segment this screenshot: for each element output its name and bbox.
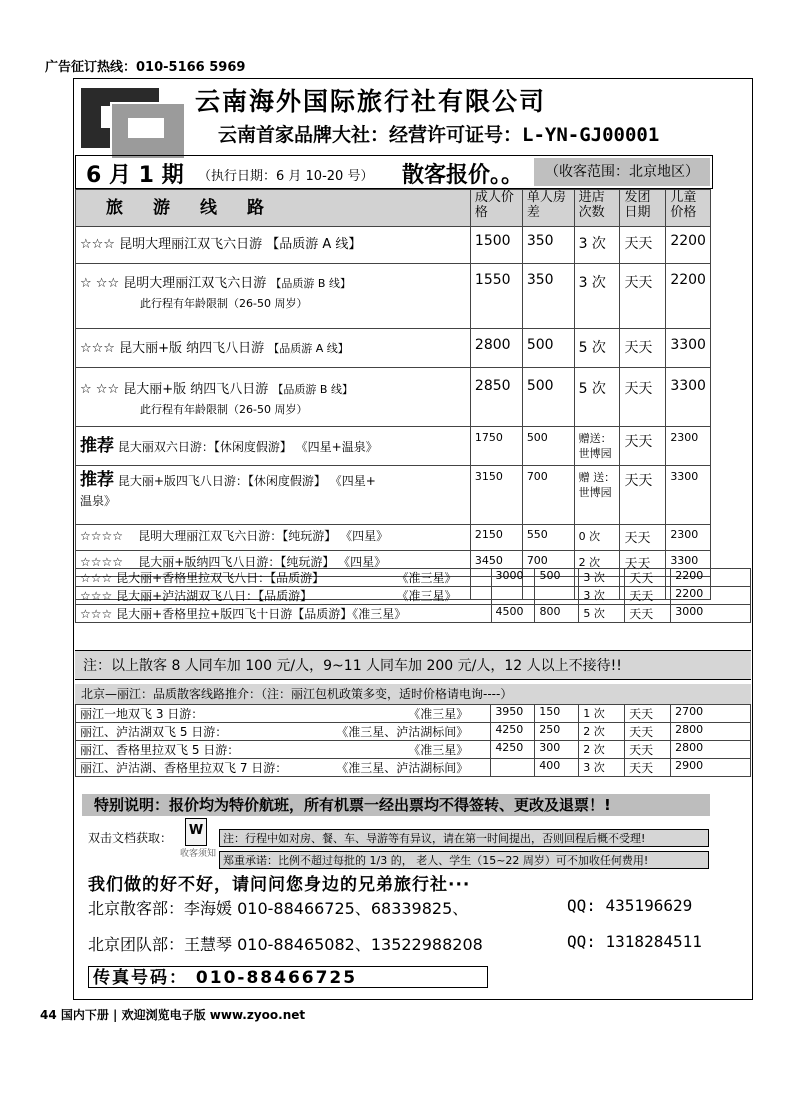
adult-price (491, 587, 535, 605)
star-rating: ☆ ☆☆ (80, 276, 120, 291)
route-tag: 【品质游 B 线】 (270, 277, 351, 290)
depart-date: 天天 (620, 525, 666, 551)
adult-price: 4250 (491, 723, 535, 741)
adult-price: 3150 (470, 466, 522, 525)
table-row (76, 705, 751, 723)
depart-date: 天天 (625, 587, 671, 605)
shop-count: 3 次 (574, 227, 620, 264)
table-row (76, 605, 751, 623)
route-cell (76, 759, 491, 777)
star-rating: ☆☆☆☆ (80, 529, 124, 543)
single-supplement (535, 587, 579, 605)
route-cell (76, 569, 492, 587)
single-supplement: 700 (522, 466, 574, 525)
route-tag: 【品质游 A 线】 (266, 237, 362, 252)
child-price: 3300 (666, 329, 711, 368)
route-cell (76, 705, 491, 723)
table-row (76, 587, 751, 605)
route-cell (76, 605, 492, 623)
hotel-level: 《准三星、泸沽湖标间》 (336, 761, 469, 775)
shop-count: 5 次 (574, 329, 620, 368)
issue-dates: （执行日期：6 月 10-20 号） (198, 169, 374, 184)
star-rating: ☆☆☆ (80, 237, 115, 252)
depart-date: 天天 (620, 427, 666, 466)
star-rating: ☆☆☆ (80, 571, 113, 585)
header-single: 单人房差 (522, 190, 574, 227)
fax-number: 传真号码： 010-88466725 (88, 966, 488, 988)
adult-price: 2850 (470, 368, 522, 427)
adult-price: 4500 (491, 605, 535, 623)
single-supplement: 500 (535, 569, 579, 587)
route-note: 此行程有年龄限制（26-50 周岁） (140, 403, 308, 416)
child-price: 2800 (671, 723, 751, 741)
adult-price (491, 759, 535, 777)
child-price: 2200 (666, 227, 711, 264)
adult-price: 1500 (470, 227, 522, 264)
child-price: 3300 (666, 466, 711, 525)
table-row (76, 525, 711, 551)
table-row (76, 227, 711, 264)
group-size-note: 注：以上散客 8 人同车加 100 元/人，9~11 人同车加 200 元/人，12 人以上不接待!! (75, 650, 751, 680)
child-price: 2300 (666, 427, 711, 466)
shop-count: 5 次 (579, 605, 625, 623)
table-row (76, 759, 751, 777)
single-supplement: 400 (535, 759, 579, 777)
child-price: 2200 (671, 587, 751, 605)
route-name: 昆明大理丽江双飞六日游：【纯玩游】 《四星》 (138, 529, 389, 543)
recommend-label: 推荐 (80, 436, 114, 456)
adult-price: 3950 (491, 705, 535, 723)
route-name: 丽江、香格里拉双飞 5 日游： (80, 743, 240, 757)
route-cell (76, 427, 471, 466)
route-cell (76, 741, 491, 759)
child-price: 3300 (666, 368, 711, 427)
collection-scope: （收客范围：北京地区） (534, 158, 710, 186)
route-name: 昆明大理丽江双飞六日游 (119, 237, 263, 252)
shop-count: 3 次 (579, 759, 625, 777)
route-name: 昆大丽+版纳四飞八日游：【纯玩游】 《四星》 (138, 555, 387, 569)
shop-gift: 赠送：世博园 (574, 427, 620, 466)
special-notice: 特别说明：报价均为特价航班，所有机票一经出票均不得签转、更改及退票！! (82, 794, 710, 816)
route-name: 昆大丽双六日游：【休闲度假游】 《四星+温泉》 (117, 440, 378, 454)
shop-gift: 赠 送：世博园 (574, 466, 620, 525)
table-header-row (76, 190, 711, 227)
header-route: 旅游线路 (76, 190, 471, 227)
table-row-recommended (76, 466, 711, 525)
table-row (76, 569, 751, 587)
hotel-level: 《准三星》 (408, 743, 469, 757)
itinerary-objection-notice: 注：行程中如对房、餐、车、导游等有异议，请在第一时间提出，否则回程后概不受理! (219, 829, 709, 847)
license-code: L-YN-GJ00001 (522, 124, 660, 146)
child-price: 3000 (671, 605, 751, 623)
table-row (76, 368, 711, 427)
single-supplement: 700 (522, 551, 574, 577)
route-note: 此行程有年龄限制（26-50 周岁） (140, 297, 308, 310)
ad-hotline: 广告征订热线：010-5166 5969 (45, 60, 246, 75)
route-name: 昆大丽+版 纳四飞八日游 (123, 382, 269, 397)
star-rating: ☆☆☆ (80, 589, 113, 603)
depart-date: 天天 (620, 227, 666, 264)
price-table-lijiang (75, 704, 751, 777)
license-label: 云南首家品牌大社：经营许可证号： (218, 124, 523, 146)
single-supplement: 250 (535, 723, 579, 741)
star-rating: ☆☆☆ (80, 607, 113, 621)
table-row (76, 741, 751, 759)
price-table-shangrila (75, 568, 751, 623)
adult-price: 2800 (470, 329, 522, 368)
single-supplement: 500 (522, 329, 574, 368)
beijing-lijiang-heading: 北京—丽江：品质散客线路推介：（注：丽江包机政策多变，适时价格请电询----） (75, 684, 751, 704)
shop-count: 2 次 (579, 741, 625, 759)
header-child: 儿童价格 (666, 190, 711, 227)
shop-count: 1 次 (579, 705, 625, 723)
adult-price: 1750 (470, 427, 522, 466)
table-row (76, 264, 711, 329)
adult-price: 3450 (470, 551, 522, 577)
document-caption[interactable]: 收客须知 (180, 849, 217, 859)
adult-price: 4250 (491, 741, 535, 759)
child-price: 2200 (671, 569, 751, 587)
single-supplement: 500 (522, 368, 574, 427)
route-tag: 【品质游 A 线】 (268, 342, 349, 355)
depart-date: 天天 (625, 723, 671, 741)
depart-date: 天天 (620, 264, 666, 329)
issue-number: 6 月 1 期 (86, 163, 184, 188)
child-price: 2300 (666, 525, 711, 551)
route-name: 昆大丽+泸沽湖双飞八日：【品质游】 (116, 589, 313, 603)
single-supplement: 150 (535, 705, 579, 723)
contact-individual-qq: QQ: 435196629 (567, 896, 693, 915)
route-cell (76, 368, 471, 427)
word-document-icon[interactable]: W (185, 818, 207, 846)
shop-count: 0 次 (574, 525, 620, 551)
shop-count: 3 次 (574, 264, 620, 329)
child-price: 2700 (671, 705, 751, 723)
route-name: 昆大丽+香格里拉+版四飞十日游【品质游】 (116, 607, 353, 621)
table-row (76, 723, 751, 741)
get-document-label: 双击文档获取： (88, 831, 173, 845)
depart-date: 天天 (625, 569, 671, 587)
depart-date: 天天 (625, 759, 671, 777)
single-supplement: 350 (522, 227, 574, 264)
issue-main-title: 散客报价。。 (402, 163, 524, 188)
recommend-label: 推荐 (80, 470, 114, 490)
child-price: 3300 (666, 551, 711, 577)
header-adult: 成人价格 (470, 190, 522, 227)
depart-date: 天天 (620, 329, 666, 368)
table-row (76, 329, 711, 368)
route-cell (76, 264, 471, 329)
license-line (218, 120, 659, 147)
route-name: 昆大丽+版 纳四飞八日游 (119, 341, 265, 356)
depart-date: 天天 (625, 605, 671, 623)
depart-date: 天天 (625, 741, 671, 759)
route-tag: 【品质游 B 线】 (272, 383, 353, 396)
route-name: 昆大丽+版四飞八日游：【休闲度假游】 《四星+ (117, 474, 376, 488)
hotel-level: 《准三星、泸沽湖标间》 (336, 725, 469, 739)
shop-count: 3 次 (579, 587, 625, 605)
table-row-recommended (76, 427, 711, 466)
star-rating: ☆☆☆ (80, 341, 115, 356)
route-cell (76, 587, 492, 605)
hotel-level: 《准三星》 (408, 707, 469, 721)
child-price: 2200 (666, 264, 711, 329)
shop-count: 2 次 (579, 723, 625, 741)
depart-date: 天天 (620, 551, 666, 577)
route-name: 丽江、泸沽湖双飞 5 日游： (80, 725, 228, 739)
depart-date: 天天 (620, 466, 666, 525)
single-supplement: 550 (522, 525, 574, 551)
route-cell (76, 723, 491, 741)
logo-block-gray-inner (128, 118, 164, 138)
child-price: 2800 (671, 741, 751, 759)
single-supplement: 800 (535, 605, 579, 623)
star-rating: ☆ ☆☆ (80, 382, 120, 397)
route-name: 昆明大理丽江双飞六日游 (123, 276, 267, 291)
solemn-promise-notice: 郑重承诺：比例不超过每批的 1/3 的， 老人、学生（15~22 周岁）可不加收任何费用! (219, 851, 709, 869)
header-depart: 发团日期 (620, 190, 666, 227)
adult-price: 2150 (470, 525, 522, 551)
single-supplement: 300 (535, 741, 579, 759)
company-name: 云南海外国际旅行社有限公司 (195, 87, 547, 116)
shop-count: 3 次 (579, 569, 625, 587)
page-footer: 44 国内下册 | 欢迎浏览电子版 www.zyoo.net (40, 1008, 306, 1022)
route-cell (76, 329, 471, 368)
route-name: 昆大丽+香格里拉双飞八日：【品质游】 (116, 571, 325, 585)
contact-group-dept: 北京团队部：王慧琴 010-88465082、13522988208 (88, 935, 483, 954)
hotel-level: 《准三星》 (396, 589, 457, 603)
hotel-level: 《准三星》 (352, 607, 407, 621)
single-supplement: 350 (522, 264, 574, 329)
contact-group-qq: QQ: 1318284511 (567, 932, 702, 951)
route-cell (76, 466, 471, 525)
header-shops: 进店次数 (574, 190, 620, 227)
price-table-main (75, 189, 711, 600)
hotel-level: 《准三星》 (396, 571, 457, 585)
issue-title-bar (75, 155, 713, 189)
shop-count: 5 次 (574, 368, 620, 427)
depart-date: 天天 (625, 705, 671, 723)
route-note: 温泉》 (80, 494, 117, 508)
child-price: 2900 (671, 759, 751, 777)
contact-individual-dept: 北京散客部：李海媛 010-88466725、68339825、 (88, 899, 469, 918)
adult-price: 1550 (470, 264, 522, 329)
route-name: 丽江一地双飞 3 日游： (80, 707, 204, 721)
adult-price: 3000 (491, 569, 535, 587)
route-name: 丽江、泸沽湖、香格里拉双飞 7 日游： (80, 761, 288, 775)
star-rating: ☆☆☆☆ (80, 555, 124, 569)
route-cell (76, 227, 471, 264)
route-cell (76, 525, 471, 551)
shop-count: 2 次 (574, 551, 620, 577)
single-supplement: 500 (522, 427, 574, 466)
depart-date: 天天 (620, 368, 666, 427)
slogan: 我们做的好不好，请问问您身边的兄弟旅行社··· (88, 875, 471, 895)
